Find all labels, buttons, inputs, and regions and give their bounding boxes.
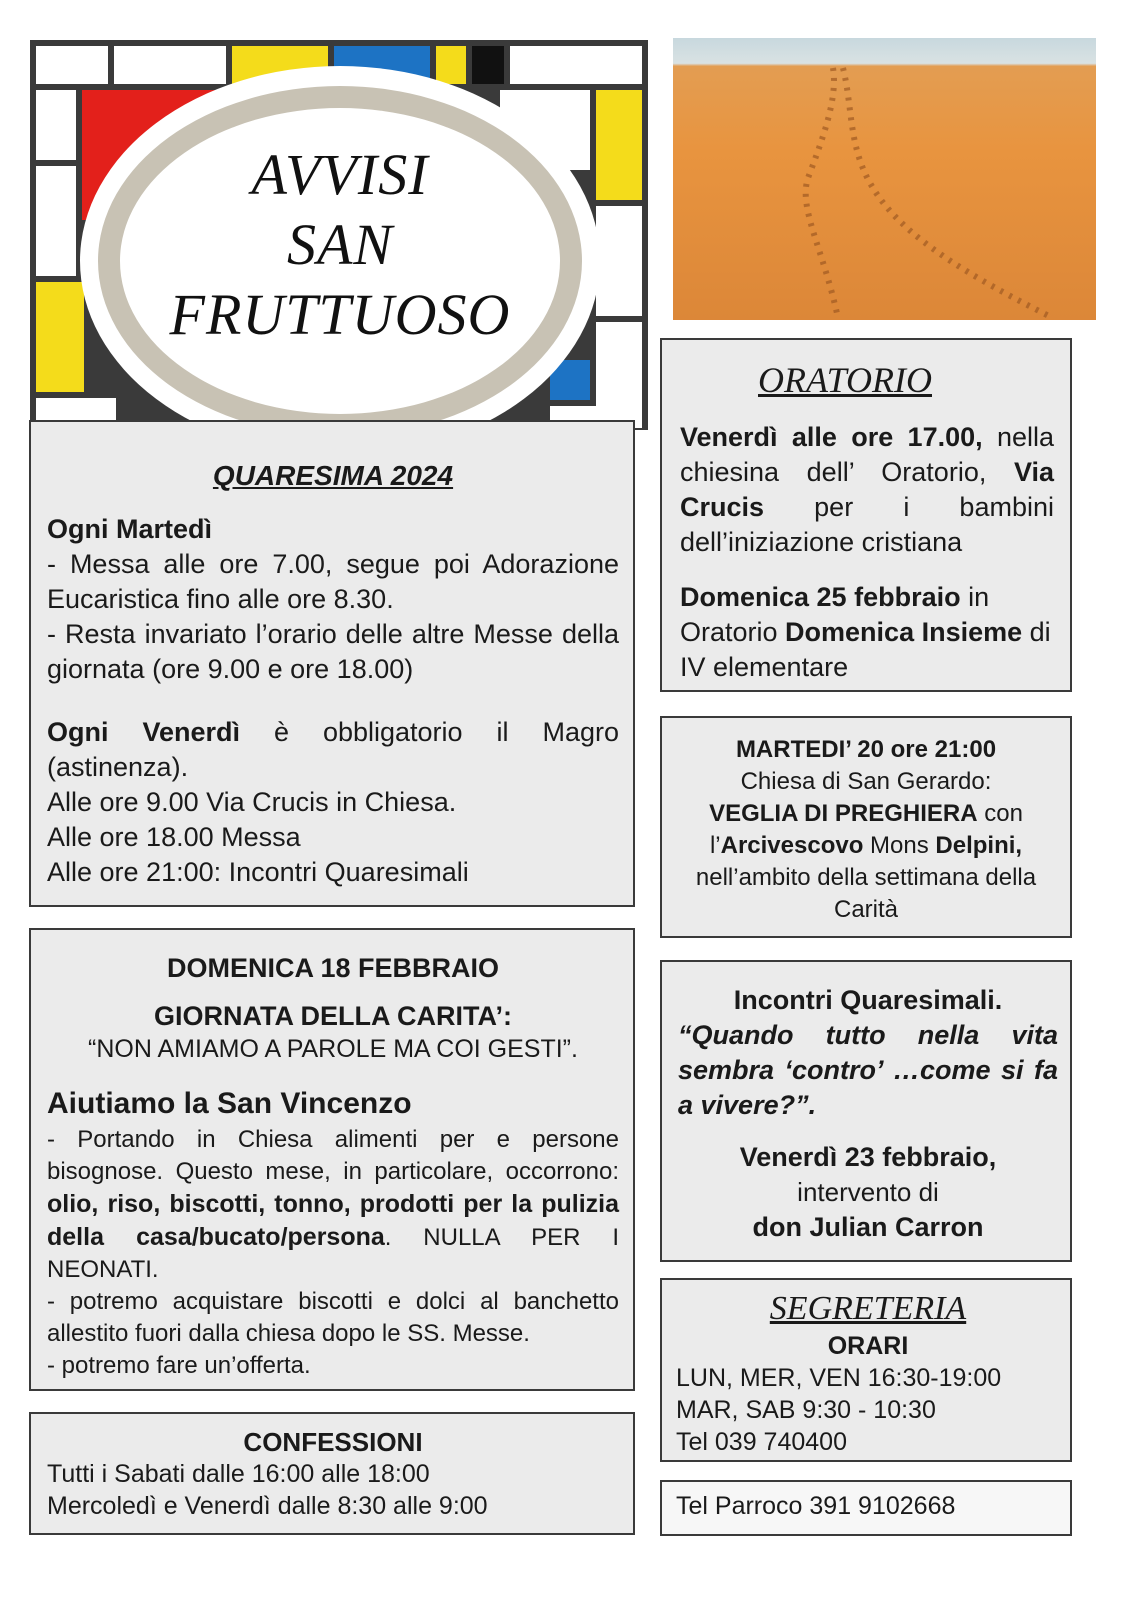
- venerdi-line-1: Alle ore 9.00 Via Crucis in Chiesa.: [47, 787, 457, 817]
- segreteria-phone: Tel 039 740400: [676, 1428, 847, 1456]
- oratorio-domenica-date: Domenica 25 febbraio: [680, 582, 961, 612]
- venerdi-paragraph: [47, 715, 619, 785]
- veglia-title: VEGLIA DI PREGHIERA: [709, 800, 978, 827]
- segreteria-line-1: LUN, MER, VEN 16:30-19:00: [676, 1364, 1002, 1392]
- carita-p1-start: - Portando in Chiesa alimenti per e persone bisognose. Questo mese, in particolare, occorrono:: [47, 1126, 619, 1185]
- carita-paragraph-3: - potremo fare un’offerta.: [47, 1352, 311, 1379]
- confessioni-line-1: Tutti i Sabati dalle 16:00 alle 18:00: [47, 1460, 430, 1488]
- carita-motto: “NON AMIAMO A PAROLE MA COI GESTI”.: [88, 1035, 578, 1063]
- segreteria-box: [660, 1278, 1072, 1462]
- segreteria-line-2: MAR, SAB 9:30 - 10:30: [676, 1396, 936, 1424]
- veglia-carita: Carità: [833, 896, 899, 923]
- oratorio-box: [660, 338, 1072, 692]
- veglia-title-line: [670, 798, 1062, 830]
- parroco-phone: Tel Parroco 391 9102668: [676, 1492, 956, 1520]
- veglia-context: nell’ambito della settimana della: [695, 864, 1037, 891]
- incontri-date: Venerdì 23 febbraio,: [739, 1142, 997, 1172]
- oratorio-text-2: per i bambini dell’iniziazione cristiana: [680, 492, 1054, 557]
- oratorio-text-1: nella chiesina dell’ Oratorio,: [680, 422, 1055, 487]
- segreteria-heading: SEGRETERIA: [769, 1290, 967, 1327]
- parroco-box: [660, 1480, 1072, 1536]
- incontri-quote: “Quando tutto nella vita sembra ‘contro’ …come si fa a vivere?”.: [678, 1020, 1058, 1120]
- veglia-date: MARTEDI’ 20 ore 21:00: [735, 736, 997, 763]
- desert-footprints-photo: [673, 38, 1096, 320]
- san-vincenzo-heading: Aiutiamo la San Vincenzo: [47, 1087, 412, 1120]
- carita-paragraph-2: - potremo acquistare biscotti e dolci al banchetto allestito fuori dalla chiesa dopo le SS. Messe.: [47, 1288, 619, 1347]
- title-line-1: AVVISI: [251, 142, 429, 207]
- veglia-mons: Mons: [863, 832, 936, 859]
- carita-heading-title: GIORNATA DELLA CARITA’:: [154, 1001, 512, 1031]
- venerdi-line-2: Alle ore 18.00 Messa: [47, 822, 301, 852]
- incontri-intervento: intervento di: [797, 1177, 939, 1207]
- carita-heading-date: DOMENICA 18 FEBBRAIO: [166, 953, 500, 983]
- oratorio-heading: ORATORIO: [758, 360, 932, 400]
- oratorio-paragraph-1: [680, 420, 1054, 560]
- incontri-speaker: don Julian Carron: [752, 1212, 984, 1242]
- oratorio-text-4: di IV elementare: [680, 617, 1051, 682]
- confessioni-box: [29, 1412, 635, 1535]
- page-title: [98, 140, 582, 350]
- venerdi-line-3: Alle ore 21:00: Incontri Quaresimali: [47, 857, 469, 887]
- incontri-heading: Incontri Quaresimali.: [733, 985, 1003, 1015]
- carita-p1-items: olio, riso, biscotti, tonno, prodotti per la pulizia della casa/bucato/persona: [47, 1190, 619, 1251]
- veglia-delpini: Delpini,: [935, 832, 1023, 859]
- veglia-box: [660, 716, 1072, 938]
- veglia-arcivescovo: Arcivescovo: [720, 832, 864, 859]
- martedi-line-2: - Resta invariato l’orario delle altre Messe della giornata (ore 9.00 e ore 18.00): [47, 619, 619, 684]
- segreteria-orari: ORARI: [827, 1332, 909, 1360]
- ogni-martedi-label: Ogni Martedì: [47, 514, 213, 544]
- oratorio-via-crucis: Via Crucis: [680, 457, 1054, 522]
- venerdi-text: è obbligatorio il Magro (astinenza).: [47, 717, 619, 782]
- quaresima-box: [29, 420, 635, 907]
- martedi-line-1: - Messa alle ore 7.00, segue poi Adorazione Eucaristica fino alle ore 8.30.: [47, 549, 619, 614]
- quaresima-heading: QUARESIMA 2024: [212, 460, 454, 491]
- ogni-venerdi-label: Ogni Venerdì: [47, 717, 240, 747]
- title-line-3: FRUTTUOSO: [169, 282, 511, 347]
- confessioni-line-2: Mercoledì e Venerdì dalle 8:30 alle 9:00: [47, 1492, 488, 1520]
- carita-box: [29, 928, 635, 1391]
- title-line-2: SAN: [286, 212, 394, 277]
- carita-p1-end: . NULLA PER I NEONATI.: [47, 1224, 620, 1283]
- carita-paragraph-1: [47, 1124, 619, 1286]
- oratorio-text-3: in Oratorio: [680, 582, 990, 647]
- confessioni-heading: CONFESSIONI: [243, 1427, 423, 1457]
- veglia-con: con: [977, 800, 1023, 827]
- veglia-location: Chiesa di San Gerardo:: [740, 768, 992, 795]
- incontri-box: [660, 960, 1072, 1262]
- veglia-apostrophe: l’: [709, 832, 721, 859]
- oratorio-domenica-insieme: Domenica Insieme: [785, 617, 1023, 647]
- oratorio-venerdi: Venerdì alle ore 17.00,: [680, 422, 983, 452]
- veglia-arcivescovo-line: [670, 830, 1062, 862]
- oratorio-paragraph-2: [680, 580, 1054, 685]
